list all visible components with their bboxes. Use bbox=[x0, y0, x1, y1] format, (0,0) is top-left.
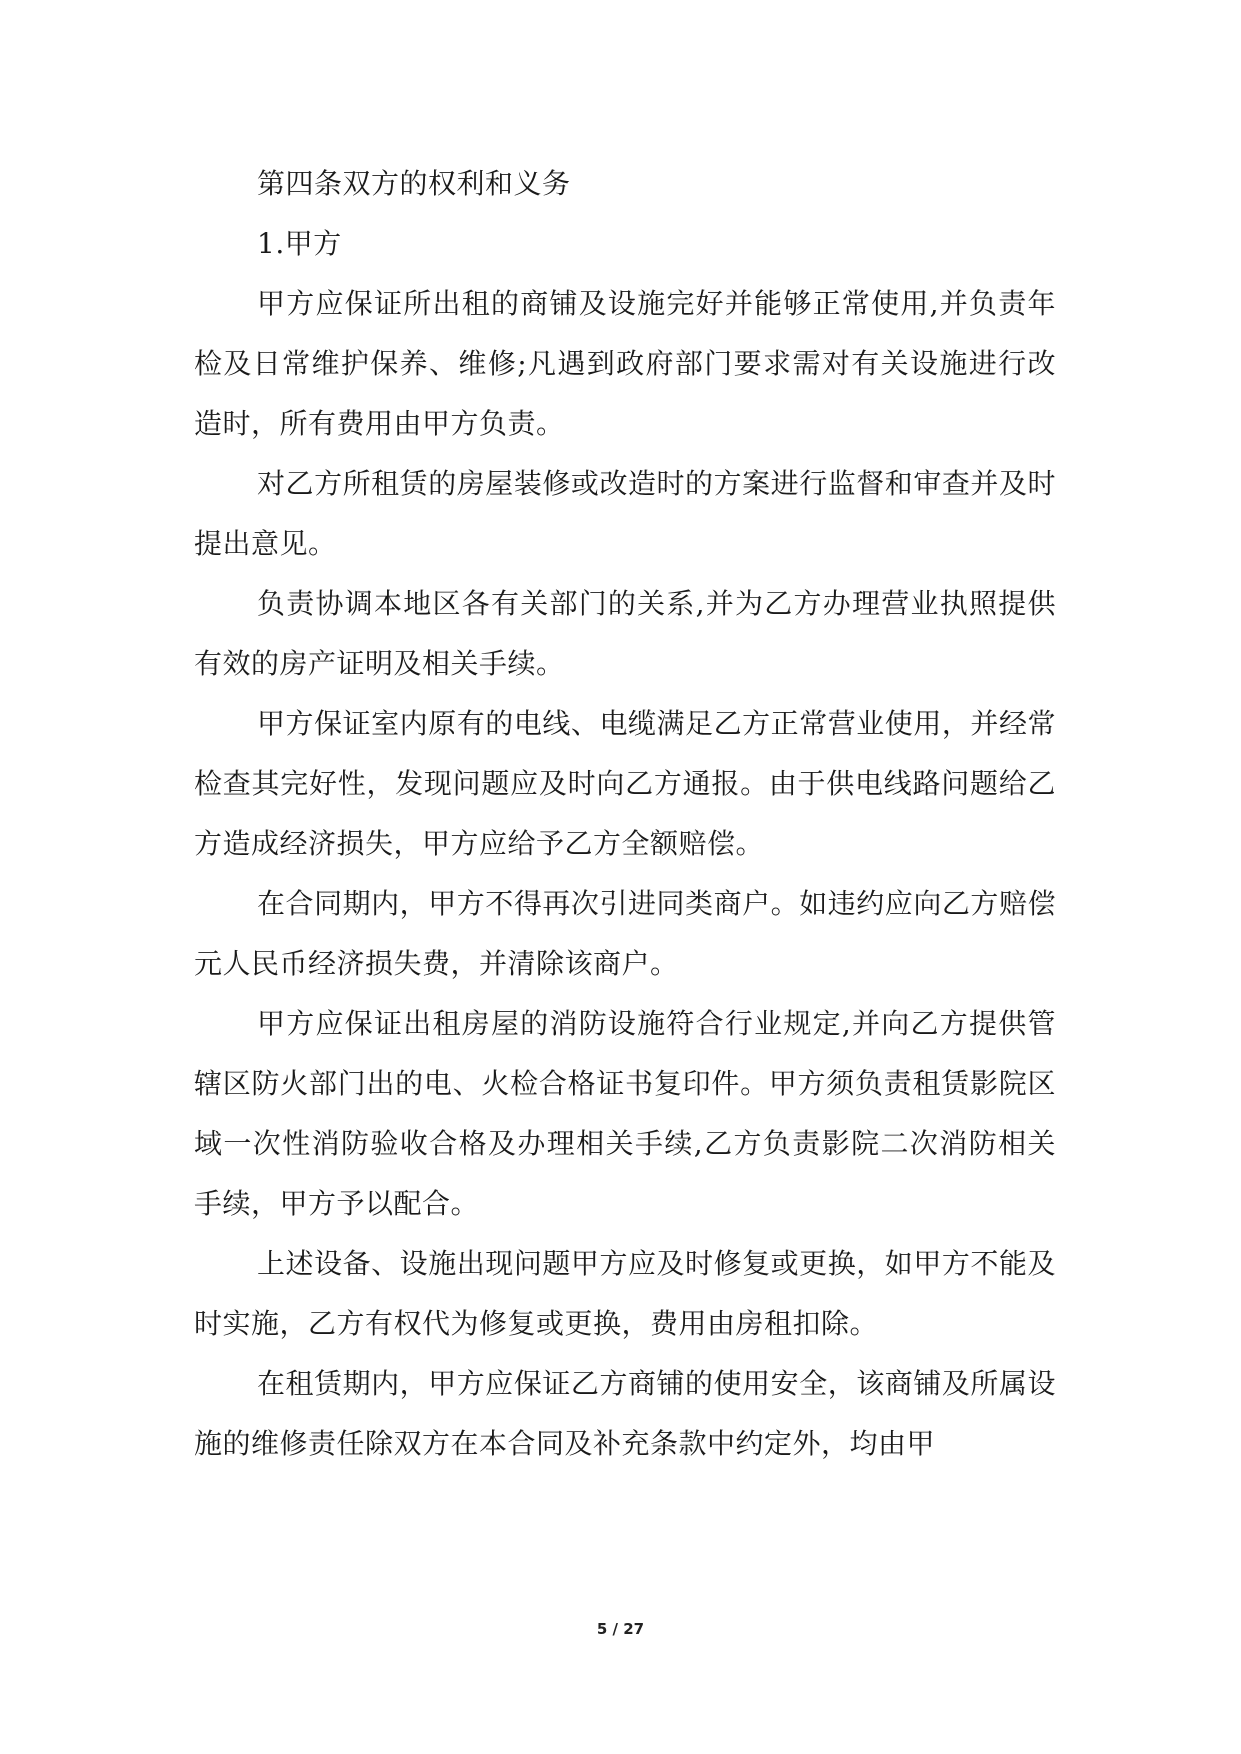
paragraph: 甲方保证室内原有的电线、电缆满足乙方正常营业使用，并经常检查其完好性，发现问题应及时向乙方通报。由于供电线路问题给乙方造成经济损失，甲方应给予乙方全额赔偿。 bbox=[194, 707, 1056, 860]
page-number: 5 / 27 bbox=[596, 1620, 645, 1638]
section-heading: 第四条双方的权利和义务 bbox=[257, 167, 571, 200]
paragraph: 负责协调本地区各有关部门的关系,并为乙方办理营业执照提供有效的房产证明及相关手续。 bbox=[194, 587, 1056, 680]
paragraph: 在合同期内，甲方不得再次引进同类商户。如违约应向乙方赔偿元人民币经济损失费，并清除该商户。 bbox=[194, 887, 1056, 980]
paragraph: 甲方应保证出租房屋的消防设施符合行业规定,并向乙方提供管辖区防火部门出的电、火检合格证书复印件。甲方须负责租赁影院区域一次性消防验收合格及办理相关手续,乙方负责影院二次消防相关手续，甲方予以配合。 bbox=[194, 1007, 1056, 1220]
paragraph: 上述设备、设施出现问题甲方应及时修复或更换，如甲方不能及时实施，乙方有权代为修复或更换，费用由房租扣除。 bbox=[194, 1247, 1056, 1340]
paragraph: 甲方应保证所出租的商铺及设施完好并能够正常使用,并负责年检及日常维护保养、维修;凡遇到政府部门要求需对有关设施进行改造时，所有费用由甲方负责。 bbox=[194, 287, 1056, 440]
paragraph: 对乙方所租赁的房屋装修或改造时的方案进行监督和审查并及时提出意见。 bbox=[194, 467, 1056, 560]
document-body bbox=[194, 154, 1056, 1474]
subsection-heading: 1.甲方 bbox=[257, 227, 342, 260]
paragraph: 在租赁期内，甲方应保证乙方商铺的使用安全，该商铺及所属设施的维修责任除双方在本合同及补充条款中约定外，均由甲 bbox=[194, 1367, 1056, 1460]
